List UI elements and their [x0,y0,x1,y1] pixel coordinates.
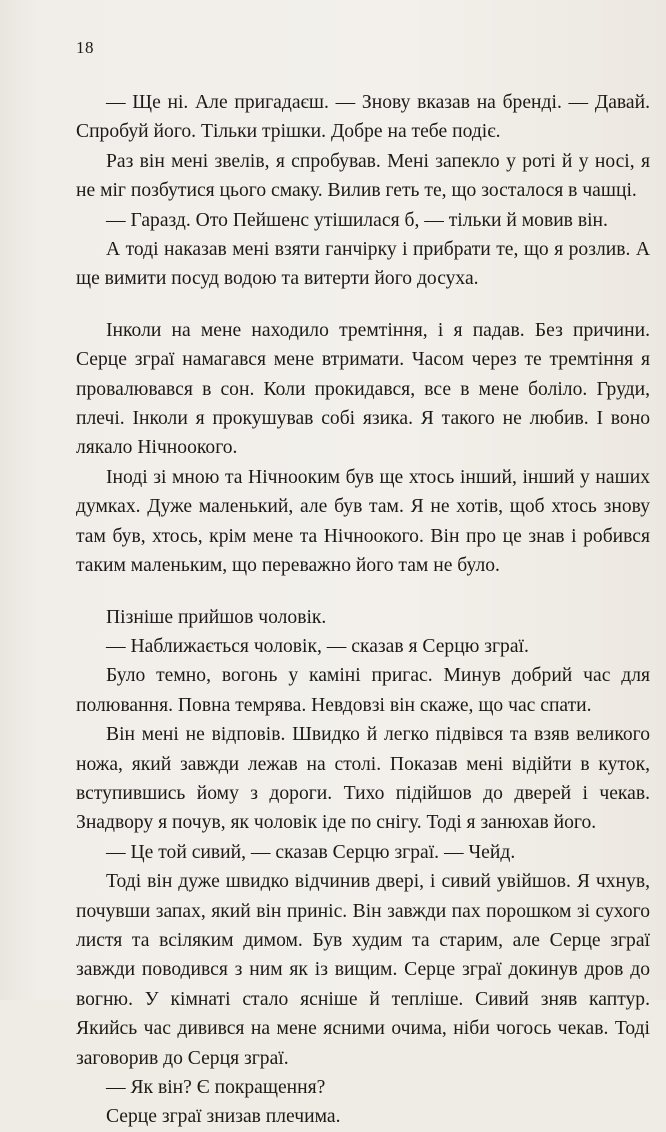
paragraph: — Це той сивий, — сказав Серцю зграї. — Чейд. [106,841,516,863]
paragraph: — Гаразд. Ото Пейшенс утішилася б, — тільки й мовив він. [106,209,608,231]
paragraph: Він мені не відповів. Швидко й легко підвівся та взяв великого ножа, який завжди лежав на столі. Показав мені відійти в куток, вступившись йому з дороги. Тихо підійшов до дверей і чекав. Знадвору я почув, як чоловік іде по снігу. Тоді я занюхав його. [76,724,650,834]
paragraph: Серце зграї знизав плечима. [106,1106,341,1128]
paragraph: — Як він? Є покращення? [106,1077,326,1098]
paragraph: — Наближається чоловік, — сказав я Серцю зграї. [106,635,529,657]
paragraph: Іноді зі мною та Нічнооким був ще хтось інший, інший у наших думках. Дуже маленький, але був там. Я не хотів, щоб хтось знову там був, хтось, крім мене та Нічноокого. Він про це знав і робився таким маленьким, що переважно його там не було. [76,466,650,577]
paragraph: Пізніше прийшов чоловік. [106,606,327,628]
paragraph: Тоді він дуже швидко відчинив двері, і сивий увійшов. Я чхнув, почувши запах, який він приніс. Він завжди пах порошком зі сухого листя та всіляким димом. Був худим та старим, але Серце зграї завжди поводився з ним як із вищим. Серце зграї докинув дров до вогню. У кімнаті стало ясніше й тепліше. Сивий зняв каптур. Якийсь час дивився на мене ясними очима, ніби чогось чекав. Тоді заговорив до Серця зграї. [76,871,650,1069]
page-number: 18 [76,38,94,57]
paragraph: А тоді наказав мені взяти ганчірку і прибрати те, що я розлив. А ще вимити посуд водою та витерти його досуха. [76,239,650,290]
paragraph: Було темно, вогонь у каміні пригас. Минув добрий час для полювання. Повна темрява. Невдовзі він скаже, що час спати. [76,665,650,716]
body-text [76,88,650,1132]
paragraph: Раз він мені звелів, я спробував. Мені запекло у роті й у носі, я не міг позбутися цього смаку. Вилив геть те, що зосталося в чашці. [76,150,650,202]
paragraph: Інколи на мене находило тремтіння, і я падав. Без причини. Серце зграї намагався мене втримати. Часом через те тремтіння я провалювався в сон. Коли прокидався, все в мене боліло. Груди, плечі. Інколи я прокушував собі язика. Я такого не любив. І воно лякало Нічноокого. [76,319,650,459]
paragraph: — Ще ні. Але пригадаєш. — Знову вказав на бренді. — Давай. Спробуй його. Тільки трішки. Добре на тебе подіє. [76,92,650,143]
